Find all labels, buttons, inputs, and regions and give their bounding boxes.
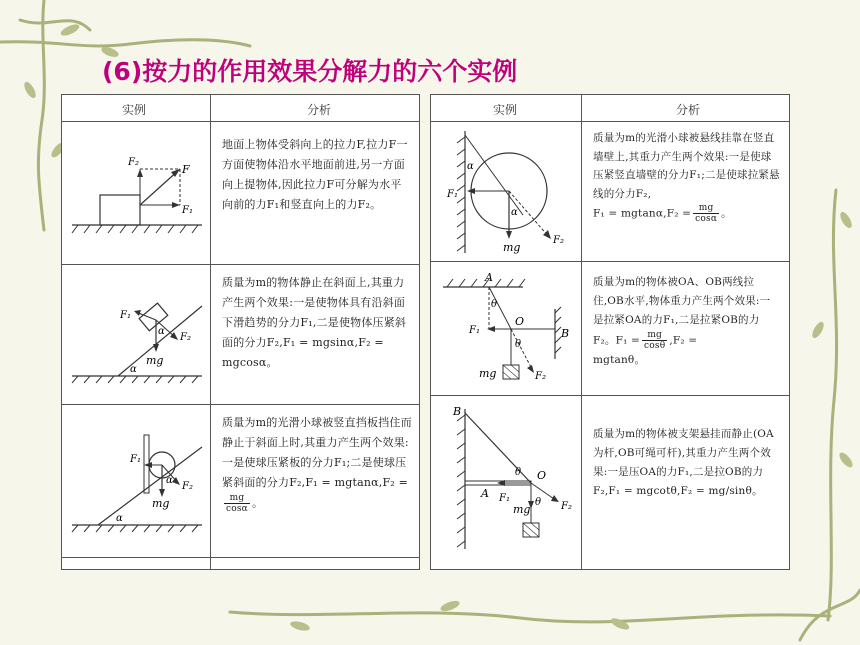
analysis-text-4-formula: F₁ = mgtanα,F₂ = <box>593 207 692 220</box>
analysis-text-4-main: 质量为m的光滑小球被悬线挂靠在竖直墙壁上,其重力产生两个效果:一是使球压紧竖直墙壁的分力F₁;二是使球拉紧悬线的分力F₂, <box>593 132 780 200</box>
label-f2: F₂ <box>535 371 546 382</box>
right-table <box>430 94 790 570</box>
label-alpha: α <box>130 364 137 375</box>
right-table-header <box>431 95 789 122</box>
label-f1: F₁ <box>120 310 131 321</box>
figure-ball-plate-incline <box>68 425 206 545</box>
column-divider <box>210 95 211 569</box>
label-f2: F₂ <box>180 332 191 343</box>
label-f1: F₁ <box>469 325 480 336</box>
analysis-text-1: 地面上物体受斜向上的拉力F,拉力F一方面使物体沿水平地面前进,另一方面向上提物体,因此拉力F可分解为水平向前的力F₁和竖直向上的力F₂。 <box>222 138 408 211</box>
left-table <box>61 94 420 570</box>
figure-two-strings <box>439 267 579 391</box>
fraction-numerator: mg <box>224 493 250 504</box>
row-divider <box>431 261 789 262</box>
label-f2: F₂ <box>182 481 193 492</box>
label-theta: θ <box>491 299 498 310</box>
label-mg: mg <box>146 354 164 367</box>
label-a: A <box>485 271 493 284</box>
label-f2: F₂ <box>553 235 564 246</box>
fraction <box>693 203 719 224</box>
analysis-text-4-tail: 。 <box>721 207 732 220</box>
figure-bracket-support <box>439 401 579 557</box>
header-example: 实例 <box>493 103 518 117</box>
analysis-text-2: 质量为m的物体静止在斜面上,其重力产生两个效果:一是使物体具有沿斜面下滑趋势的分力F₁,二是使物体压紧斜面的分力F₂,F₁ = mgsinα,F₂ = mgcosα。 <box>222 276 407 369</box>
analysis-text-5-main: 质量为m的物体被OA、OB两线拉住,OB水平,物体重力产生两个效果:一是拉紧OA的力F₁,二是拉紧OB的力F₂。F₁ = <box>593 276 771 347</box>
left-table-header <box>62 95 419 122</box>
label-alpha-2: α <box>511 207 518 218</box>
fraction <box>642 330 667 351</box>
row-divider <box>62 264 419 265</box>
fraction-numerator: mg <box>693 203 719 214</box>
fraction-denominator: cosα <box>226 504 248 514</box>
label-theta: θ <box>515 467 522 478</box>
label-f1: F₁ <box>447 189 458 200</box>
analysis-text-5-line2: mgtanθ。 <box>593 354 646 366</box>
row-divider <box>431 395 789 396</box>
label-mg: mg <box>152 497 170 510</box>
analysis-text-3-tail: 。 <box>251 496 264 510</box>
label-alpha-2: α <box>166 475 173 486</box>
fraction <box>224 493 250 514</box>
label-alpha: α <box>467 161 474 172</box>
label-theta-2: θ <box>535 497 542 508</box>
figure-pull-block <box>68 145 206 235</box>
label-f1: F₁ <box>499 493 510 504</box>
header-analysis: 分析 <box>676 103 701 117</box>
header-analysis: 分析 <box>307 103 332 117</box>
label-alpha-2: α <box>158 326 165 337</box>
analysis-text-3-main: 质量为m的光滑小球被竖直挡板挡住而静止于斜面上时,其重力产生两个效果:一是使球压紧板的分力F₁;二是使球压紧斜面的分力F₂,F₁ = mgtanα,F₂ = <box>222 416 412 489</box>
label-f1: F₁ <box>130 454 141 465</box>
label-f1: F₁ <box>182 205 193 216</box>
analysis-text-6: 质量为m的物体被支架悬挂而静止(OA为杆,OB可绳可杆),其重力产生两个效果:一是压OA的力F₁,二是拉OB的力F₂,F₁ = mgcotθ,F₂ = mg/sinθ。 <box>593 428 774 497</box>
header-example: 实例 <box>122 103 147 117</box>
analysis-text-3 <box>222 413 412 514</box>
analysis-text-5 <box>593 273 781 370</box>
label-mg: mg <box>479 367 497 380</box>
figure-block-on-incline <box>68 280 206 385</box>
row-divider <box>62 404 419 405</box>
slide-title: (6)按力的作用效果分解力的六个实例 <box>102 57 518 86</box>
fraction-denominator: cosα <box>695 214 718 224</box>
fraction-numerator: mg <box>642 330 667 341</box>
label-o: O <box>515 315 525 328</box>
label-alpha: α <box>116 513 123 524</box>
label-theta-2: θ <box>515 339 522 350</box>
figure-ball-hanging-wall <box>439 129 579 255</box>
label-o: O <box>537 469 547 482</box>
label-b: B <box>453 405 462 418</box>
label-f2: F₂ <box>128 157 139 168</box>
label-f: F <box>182 163 190 176</box>
label-mg: mg <box>503 241 521 254</box>
analysis-text-5-tail: ,F₂ = <box>669 334 698 347</box>
analysis-text-4 <box>593 129 781 224</box>
column-divider <box>581 95 582 569</box>
label-b: B <box>561 327 570 340</box>
label-a: A <box>481 487 489 500</box>
row-divider <box>62 557 419 558</box>
label-f2: F₂ <box>561 501 572 512</box>
fraction-denominator: cosθ <box>644 341 666 351</box>
label-mg: mg <box>513 503 531 516</box>
